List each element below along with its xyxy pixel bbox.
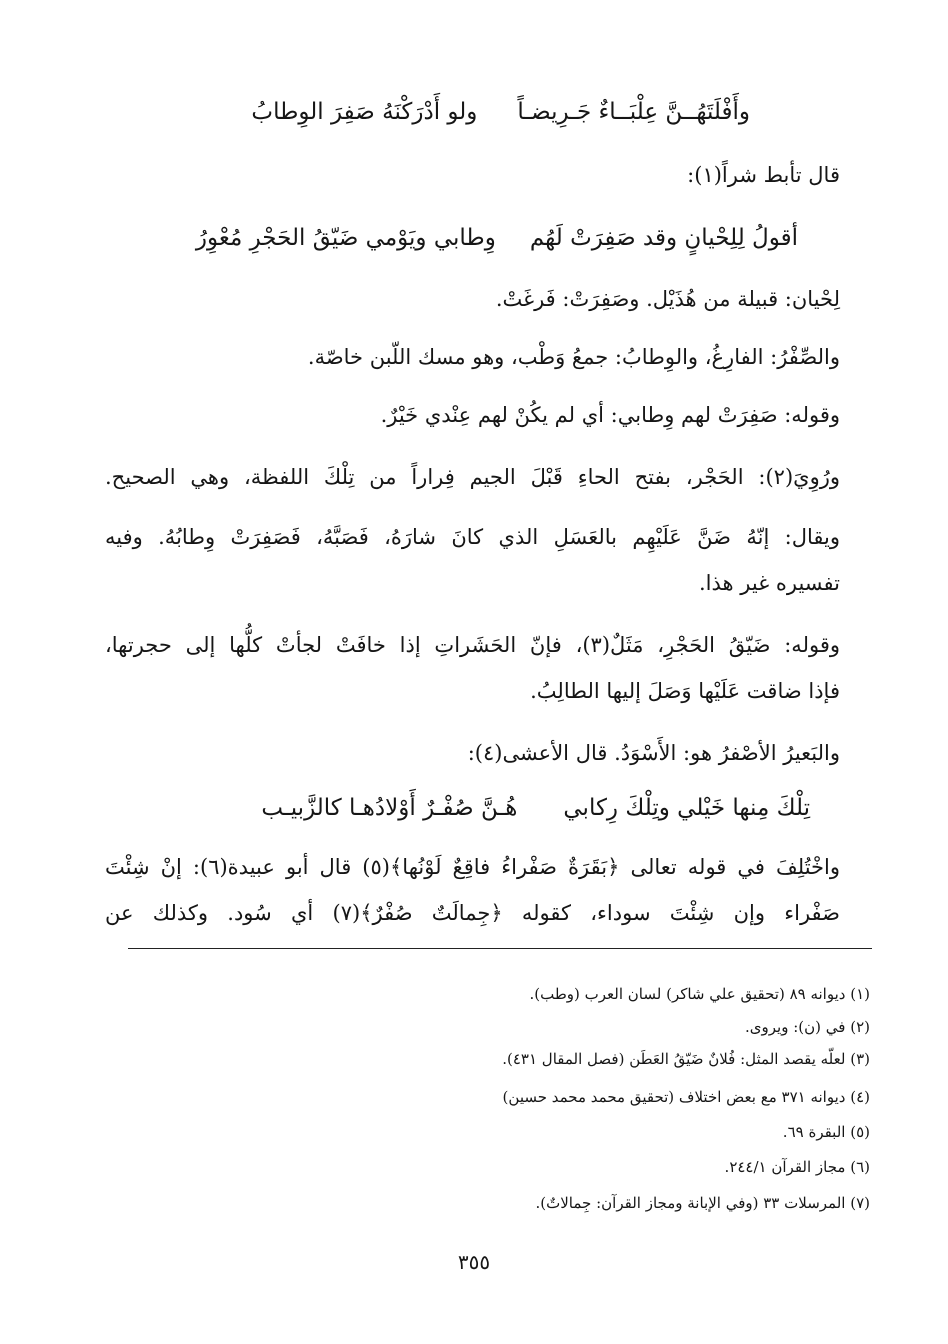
text-line: وقوله: ضَيّقُ الحَجْرِ، مَثَلٌ(٣)، فإنّ الحَشَراتِ إذا خافَتْ لجأتْ كلُّها إلى حجرتها، [105, 633, 840, 657]
verse-line-1 [251, 96, 750, 128]
text-line: والبَعيرُ الأصْفرُ هو: الأَسْوَدُ. قال الأعشى(٤): [467, 741, 840, 765]
text-line: والصِّفْرُ: الفارِغُ، والوِطابُ: جمعُ وَطْب، وهو مسك اللّبن خاصّة. [307, 345, 840, 369]
text-line: وقوله: صَفِرَتْ لهم وِطابي: أي لم يكُنْ لهم عِنْدي خَيْرٌ. [380, 403, 840, 427]
verse-line-2 [196, 222, 798, 254]
verse-hemistich-left: وِطابي ويَوْمي ضَيّقُ الحَجْرِ مُعْوِرُ [195, 225, 496, 251]
footnote: (٥) البقرة ٦٩. [782, 1123, 870, 1141]
verse-hemistich-right: تِلْكَ مِنها خَيْلي وتِلْكَ رِكابي [563, 795, 810, 821]
text-line: واخْتُلِفَ في قوله تعالى ﴿بَقَرَةٌ صَفْراءُ فاقِعٌ لَوْنُها﴾(٥) قال أبو عبيدة(٦): إنْ شِئْتَ [105, 855, 840, 879]
verse-hemistich-left: هُـنَّ صُفْـرٌ أَوْلادُهـا كالزَّبيـب [261, 795, 518, 821]
verse-line-3 [261, 792, 810, 824]
footnote: (٣) لعلّه يقصد المثل: فُلانٌ ضَيّقُ العَطَن (فصل المقال ٤٣١). [502, 1050, 870, 1068]
footnote: (١) ديوانه ٨٩ (تحقيق علي شاكر) لسان العرب (وطب). [529, 985, 870, 1003]
text-line: تفسيره غير هذا. [699, 571, 840, 595]
verse-hemistich-right: وأَفْلَتَهُــنَّ عِلْبَــاءٌ جَـرِيضـاً [517, 99, 750, 125]
verse-hemistich-left: ولو أَدْرَكْنَهُ صَفِرَ الوِطابُ [251, 99, 478, 125]
text-line: لِحْيان: قبيلة من هُذَيْل. وصَفِرَتْ: فَرغَتْ. [495, 287, 840, 311]
footnote-divider [128, 948, 872, 949]
text-line: فإذا ضاقت عَلَيْها وَصَلَ إليها الطالِبُ. [530, 679, 840, 703]
text-line: ويقال: إنّهُ ضَنَّ عَلَيْهِم بالعَسَلِ الذي كانَ شارَهُ، فَصَبَّهُ، فَصَفِرَتْ وِطابُهُ. وفيه [105, 525, 840, 549]
footnote: (٤) ديوانه ٣٧١ مع بعض اختلاف (تحقيق محمد محمد حسين) [502, 1088, 870, 1106]
verse-hemistich-right: أقولُ لِلِحْيانٍ وقد صَفِرَتْ لَهُم [529, 225, 798, 251]
text-line: صَفْراء وإن شِئْتَ سوداء، كقوله ﴿جِمالَتٌ صُفْرٌ﴾(٧) أي سُود. وكذلك عن [105, 901, 840, 925]
footnote: (٢) في (ن): ويروى. [745, 1018, 870, 1036]
footnote: (٦) مجاز القرآن ٢٤٤/١. [724, 1158, 870, 1176]
page-number: ٣٥٥ [457, 1250, 491, 1274]
text-line: ورُوِيَ(٢): الحَجْر، بفتح الحاءِ قَبْلَ الجيم فِراراً من تِلْكَ اللفظة، وهي الصحيح. [105, 465, 840, 489]
footnote: (٧) المرسلات ٣٣ (وفي الإبانة ومجاز القرآن: جِمالاتٌ). [535, 1194, 870, 1212]
intro-line: قال تأبط شراً(١): [687, 163, 840, 187]
